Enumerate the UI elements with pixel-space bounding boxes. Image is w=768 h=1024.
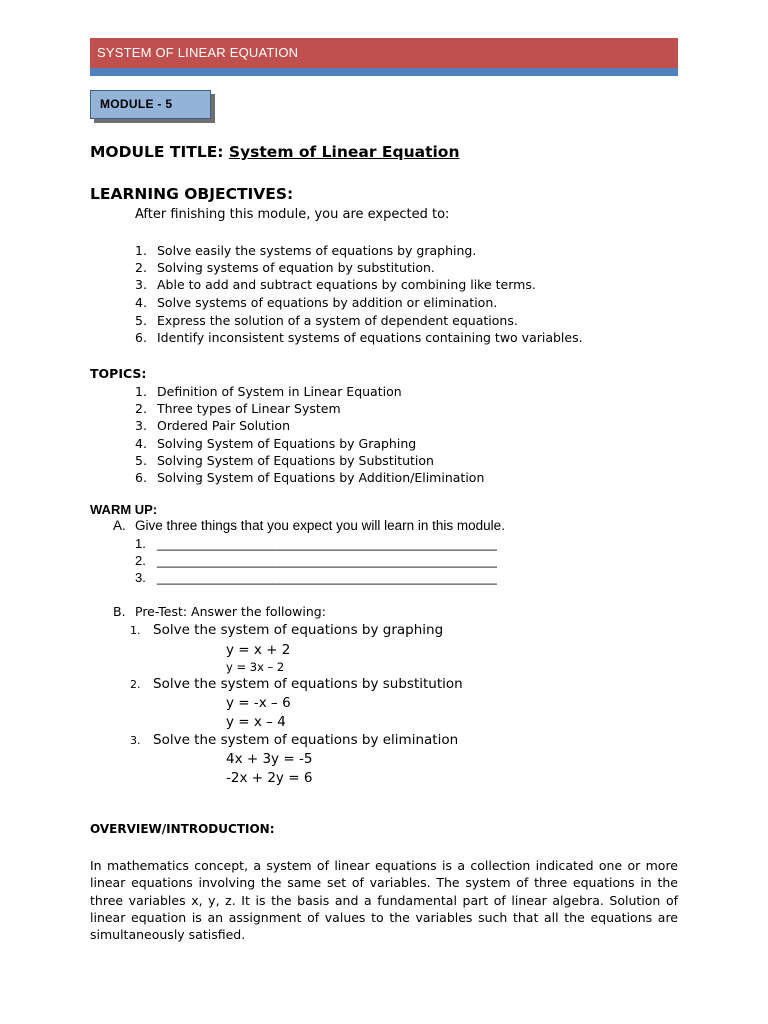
equation: -2x + 2y = 6 [226,770,313,786]
objective-item: 5. Express the solution of a system of dependent equations. [135,313,518,328]
answer-blank[interactable]: 3. _______________________________________________ [135,570,497,585]
objective-item: 3. Able to add and subtract equations by combining like terms. [135,277,536,292]
answer-blank[interactable]: 1. _______________________________________________ [135,536,497,551]
module-title [90,143,459,161]
module-badge-label: MODULE - 5 [100,97,173,111]
topic-item: 3. Ordered Pair Solution [135,418,290,433]
topic-item: 5. Solving System of Equations by Substitution [135,453,434,468]
warmup-heading: WARM UP: [90,502,158,517]
part-a-text: Give three things that you expect you will learn in this module. [135,518,505,533]
topic-item: 2. Three types of Linear System [135,401,341,416]
objective-item: 2. Solving systems of equation by substitution. [135,260,435,275]
objective-item: 1. Solve easily the systems of equations by graphing. [135,243,477,258]
pretest-item: 1. Solve the system of equations by graphing [130,622,444,638]
part-a-label: A. [113,518,126,533]
equation: y = -x – 6 [226,695,291,711]
overview-paragraph: In mathematics concept, a system of linear equations is a collection indicated one or more linear equations involving the same set of variables. The system of three equations in the three variables x, y, z. It is the basis and a fundamental part of linear algebra. Solution of linear equation is an assignment of values to the variables such that all the equations are simultaneously satisfied. [90,858,678,943]
equation: y = x – 4 [226,714,286,730]
objective-item: 6. Identify inconsistent systems of equations containing two variables. [135,330,583,345]
overview-heading: OVERVIEW/INTRODUCTION: [90,822,275,836]
header-underline [90,68,678,76]
equation: y = x + 2 [226,642,291,658]
part-b-text: Pre-Test: Answer the following: [135,604,326,619]
pretest-item: 3. Solve the system of equations by elimination [130,732,459,748]
warmup-part-a [113,518,505,533]
objectives-heading: LEARNING OBJECTIVES: [90,185,294,203]
topic-item: 6. Solving System of Equations by Addition/Elimination [135,470,485,485]
answer-blank[interactable]: 2. _______________________________________________ [135,553,497,568]
objective-item: 4. Solve systems of equations by addition or elimination. [135,295,498,310]
module-title-label: MODULE TITLE: [90,143,224,161]
part-b-label: B. [113,604,126,619]
document-header-title: SYSTEM OF LINEAR EQUATION [97,45,299,60]
pretest-item: 2. Solve the system of equations by substitution [130,676,463,692]
topic-item: 4. Solving System of Equations by Graphing [135,436,417,451]
topic-item: 1. Definition of System in Linear Equation [135,384,402,399]
module-title-value: System of Linear Equation [228,143,460,161]
objectives-intro: After finishing this module, you are expected to: [135,207,450,222]
equation: y = 3x – 2 [226,660,285,674]
equation: 4x + 3y = -5 [226,751,313,767]
topics-heading: TOPICS: [90,366,147,381]
warmup-part-b [113,604,326,619]
